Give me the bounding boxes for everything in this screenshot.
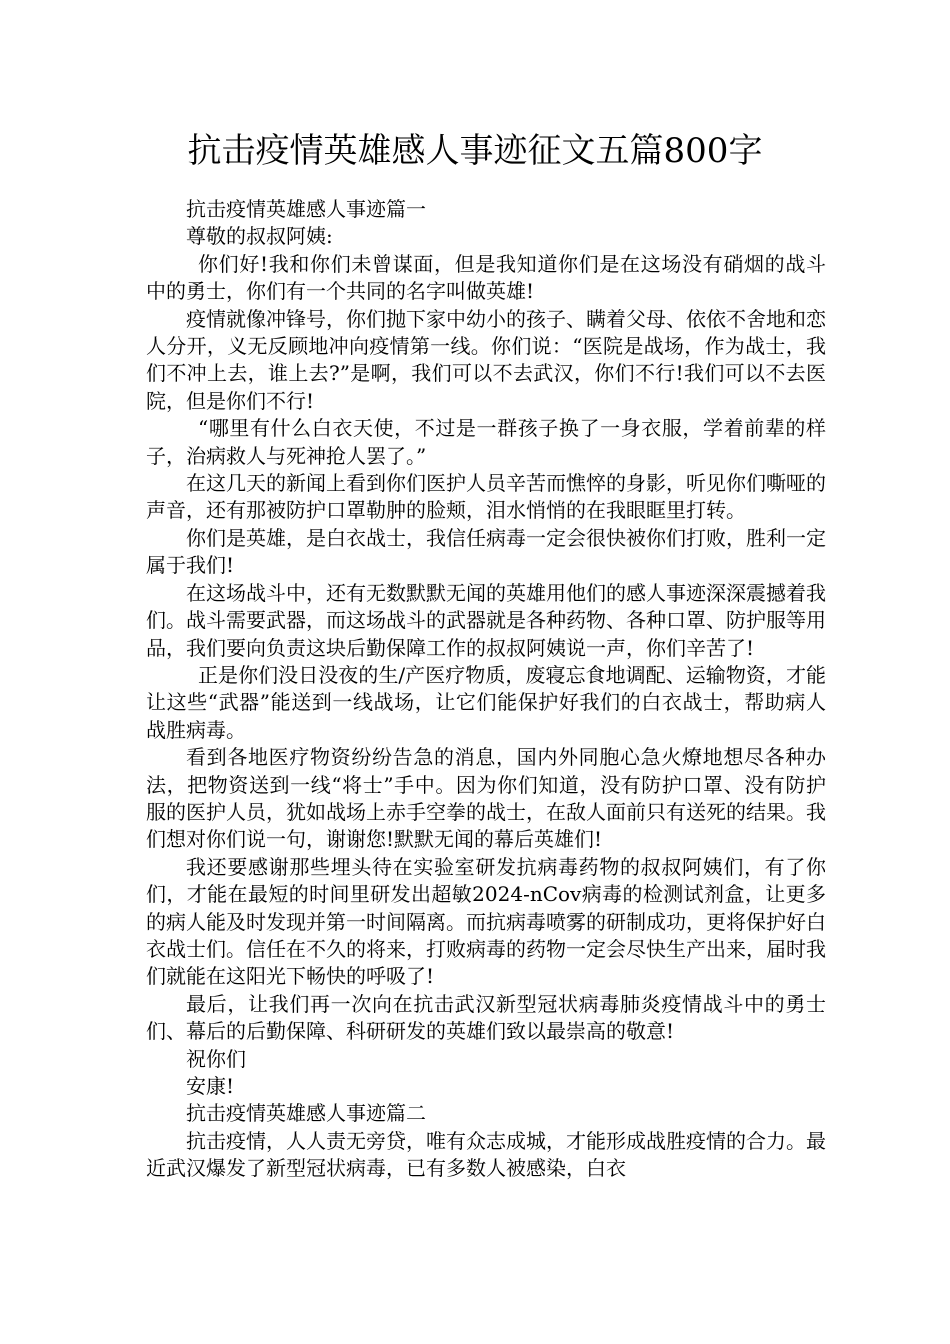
- document-body: [146, 196, 826, 1183]
- paragraph: 抗击疫情，人人责无旁贷，唯有众志成城，才能形成战胜疫情的合力。最近武汉爆发了新型冠状病毒，已有多数人被感染，白衣: [146, 1128, 826, 1181]
- paragraph: “哪里有什么白衣天使，不过是一群孩子换了一身衣服，学着前辈的样子，治病救人与死神抢人罢了。”: [146, 416, 826, 468]
- paragraph: 看到各地医疗物资纷纷告急的消息，国内外同胞心急火燎地想尽各种办法，把物资送到一线“将士”手中。因为你们知道，没有防护口罩、没有防护服的医护人员，犹如战场上赤手空拳的战士，在敌人面前只有送死的结果。我们想对你们说一句，谢谢您!默默无闻的幕后英雄们!: [146, 745, 826, 852]
- paragraph: 你们是英雄，是白衣战士，我信任病毒一定会很快被你们打败，胜利一定属于我们!: [146, 525, 826, 578]
- section-heading: 抗击疫情英雄感人事迹篇一: [186, 197, 426, 221]
- section-heading: 抗击疫情英雄感人事迹篇二: [186, 1101, 426, 1126]
- salutation: 尊敬的叔叔阿姨:: [186, 224, 333, 249]
- closing-line: 祝你们: [186, 1046, 246, 1071]
- paragraph: 疫情就像冲锋号，你们抛下家中幼小的孩子、瞒着父母、依依不舍地和恋人分开，义无反顾地冲向疫情第一线。你们说：“医院是战场，作为战士，我们不冲上去，谁上去?”是啊，我们可以不去武汉，你们不行!我们可以不去医院，但是你们不行!: [146, 306, 826, 413]
- paragraph: 你们好!我和你们未曾谋面，但是我知道你们是在这场没有硝烟的战斗中的勇士，你们有一个共同的名字叫做英雄!: [146, 251, 826, 304]
- paragraph: 我还要感谢那些埋头待在实验室研发抗病毒药物的叔叔阿姨们，有了你们，才能在最短的时间里研发出超敏2024-nCov病毒的检测试剂盒，让更多的病人能及时发现并第一时间隔离。而抗病毒喷雾的研制成功，更将保护好白衣战士们。信任在不久的将来，打败病毒的药物一定会尽快生产出来，届时我们就能在这阳光下畅快的呼吸了!: [146, 854, 826, 989]
- closing-line: 安康!: [186, 1074, 235, 1098]
- paragraph: 在这几天的新闻上看到你们医护人员辛苦而憔悴的身影，听见你们嘶哑的声音，还有那被防护口罩勒肿的脸颊，泪水悄悄的在我眼眶里打转。: [146, 471, 826, 523]
- paragraph: 在这场战斗中，还有无数默默无闻的英雄用他们的感人事迹深深震撼着我们。战斗需要武器，而这场战斗的武器就是各种药物、各种口罩、防护服等用品，我们要向负责这块后勤保障工作的叔叔阿姨说一声，你们辛苦了!: [146, 580, 826, 660]
- paragraph: 最后，让我们再一次向在抗击武汉新型冠状病毒肺炎疫情战斗中的勇士们、幕后的后勤保障、科研研发的英雄们致以最崇高的敬意!: [146, 991, 826, 1044]
- paragraph: 正是你们没日没夜的生/产医疗物质，废寝忘食地调配、运输物资，才能让这些“武器”能送到一线战场，让它们能保护好我们的白衣战士，帮助病人战胜病毒。: [146, 662, 826, 742]
- document-title: 抗击疫情英雄感人事迹征文五篇800字: [187, 131, 763, 171]
